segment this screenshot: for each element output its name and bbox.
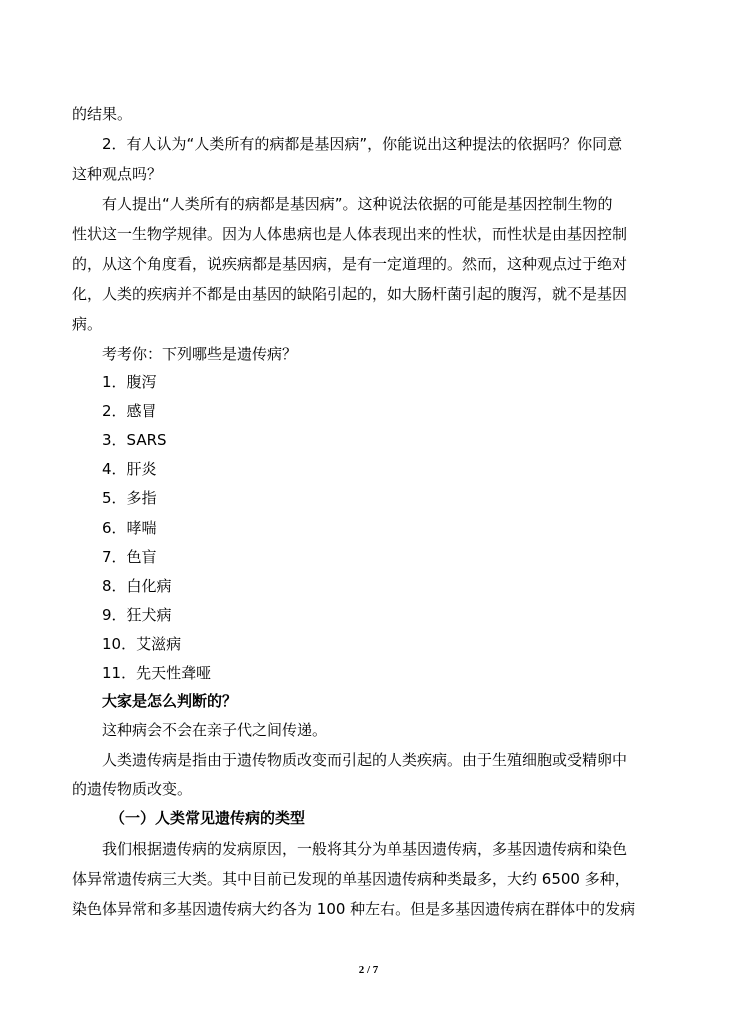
- paragraph-line: 的，从这个角度看，说疾病都是基因病，是有一定道理的。然而，这种观点过于绝对: [72, 255, 628, 273]
- list-item: 8．白化病: [102, 577, 172, 595]
- list-item: 3．SARS: [102, 431, 167, 449]
- paragraph-line: 人类遗传病是指由于遗传物质改变而引起的人类疾病。由于生殖细胞或受精卵中: [102, 751, 628, 769]
- paragraph-line: 染色体异常和多基因遗传病大约各为 100 种左右。但是多基因遗传病在群体中的发病: [72, 900, 636, 918]
- quiz-prompt: 考考你：下列哪些是遗传病？: [102, 345, 298, 363]
- paragraph-line: 体异常遗传病三大类。其中目前已发现的单基因遗传病种类最多，大约 6500 多种，: [72, 870, 630, 888]
- list-item: 2．感冒: [102, 402, 157, 420]
- paragraph-line: 病。: [72, 315, 103, 333]
- list-item: 6．哮喘: [102, 519, 157, 537]
- text-line: 的结果。: [72, 105, 133, 123]
- page-number: 2 / 7: [358, 964, 379, 976]
- paragraph-line: 这种病会不会在亲子代之间传递。: [102, 721, 328, 739]
- question-line: 2．有人认为“人类所有的病都是基因病”，你能说出这种提法的依据吗？你同意: [102, 135, 623, 153]
- paragraph-line: 有人提出“人类所有的病都是基因病”。这种说法依据的可能是基因控制生物的: [102, 195, 613, 213]
- list-item: 9．狂犬病: [102, 606, 172, 624]
- paragraph-line: 我们根据遗传病的发病原因，一般将其分为单基因遗传病，多基因遗传病和染色: [102, 840, 628, 858]
- list-item: 11．先天性聋哑: [102, 664, 212, 682]
- paragraph-line: 性状这一生物学规律。因为人体患病也是人体表现出来的性状，而性状是由基因控制: [72, 225, 628, 243]
- paragraph-line: 化，人类的疾病并不都是由基因的缺陷引起的，如大肠杆菌引起的腹泻，就不是基因: [72, 285, 628, 303]
- list-item: 5．多指: [102, 489, 157, 507]
- list-item: 1．腹泻: [102, 373, 157, 391]
- list-item: 4．肝炎: [102, 460, 157, 478]
- list-item: 10．艾滋病: [102, 635, 182, 653]
- question-line: 这种观点吗？: [72, 165, 163, 183]
- list-item: 7．色盲: [102, 548, 157, 566]
- section-heading: （一）人类常见遗传病的类型: [110, 809, 306, 827]
- paragraph-line: 的遗传物质改变。: [72, 780, 193, 798]
- subheading: 大家是怎么判断的？: [102, 692, 238, 710]
